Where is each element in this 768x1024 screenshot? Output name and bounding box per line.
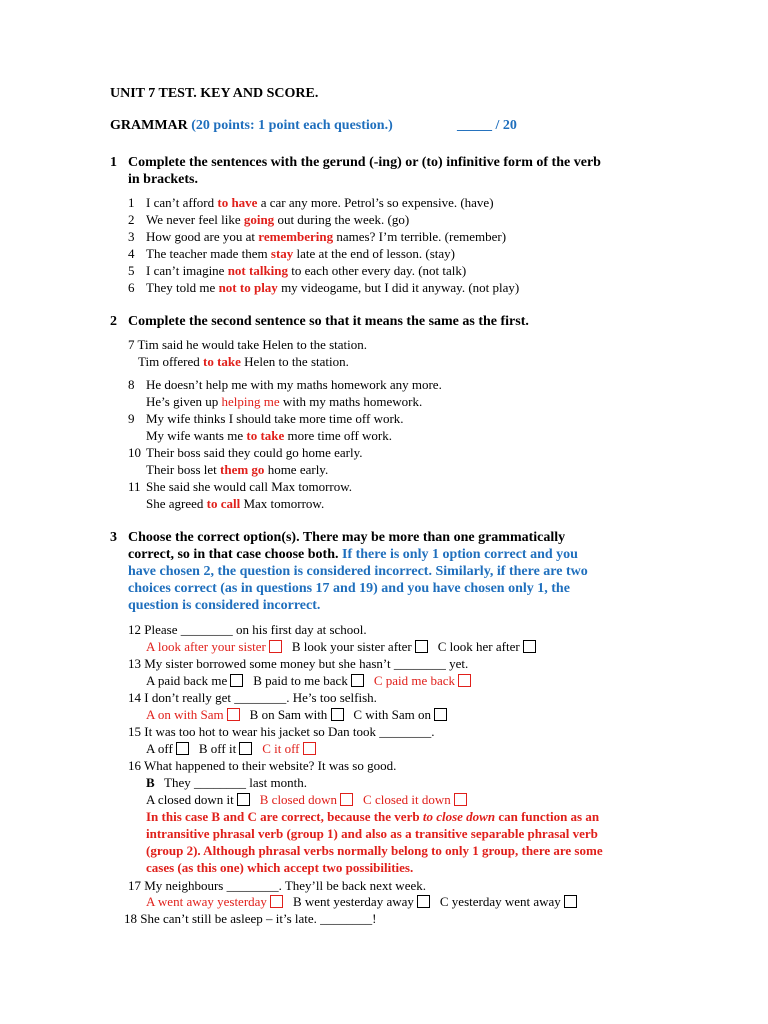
score-blank: _____ (457, 118, 492, 133)
q3-item: 3 How good are you at remembering names? I’m terrible. (remember) (128, 229, 507, 244)
checkbox[interactable] (434, 708, 447, 721)
option-a: A off (146, 741, 173, 756)
checkbox[interactable] (523, 640, 536, 653)
q14-options (146, 707, 447, 723)
answer-key: them go (220, 462, 265, 477)
q7-prompt: 7 Tim said he would take Helen to the station. (128, 337, 368, 352)
q16-note: In this case B and C are correct, because the verb to close down can function as an (146, 809, 600, 824)
checkbox[interactable] (230, 674, 243, 687)
checkbox[interactable] (564, 895, 577, 908)
checkbox[interactable] (415, 640, 428, 653)
q18-prompt: 18 She can’t still be asleep – it’s late. ________! (124, 911, 377, 926)
option-a: A went away yesterday (146, 894, 267, 909)
option-a: A look after your sister (146, 639, 266, 654)
grammar-label: GRAMMAR (110, 118, 188, 133)
answer-key: to take (203, 354, 241, 369)
section-3-rule: have chosen 2, the question is considered incorrect. Similarly, if there are two (128, 564, 588, 579)
answer-key: to have (217, 195, 258, 210)
q1-item: 1 I can’t afford to have a car any more. Petrol’s so expensive. (have) (128, 195, 494, 210)
checkbox[interactable] (351, 674, 364, 687)
checkbox[interactable] (176, 742, 189, 755)
q7-answer: Tim offered to take Helen to the station. (138, 354, 349, 369)
option-c: C paid me back (373, 673, 456, 688)
q16-note-end: cases (as this one) which accept two possibilities. (146, 860, 414, 875)
q9-prompt: 9 My wife thinks I should take more time off work. (128, 411, 404, 426)
option-a: A closed down it (146, 792, 234, 807)
q11-prompt: 11 She said she would call Max tomorrow. (128, 479, 353, 494)
answer-key: helping me (221, 394, 280, 409)
option-b: B off it (198, 741, 237, 756)
option-c: C closed it down (363, 792, 451, 807)
q5-item: 5 I can’t imagine not talking to each other every day. (not talk) (128, 263, 467, 278)
checkbox[interactable] (227, 708, 240, 721)
checkbox[interactable] (269, 640, 282, 653)
q15-options (146, 741, 316, 757)
option-c: C yesterday went away (439, 894, 561, 909)
answer-key: remembering (258, 229, 334, 244)
answer-key: going (243, 212, 275, 227)
q6-item: 6 They told me not to play my videogame, but I did it anyway. (not play) (128, 280, 520, 295)
answer-key: not to play (218, 280, 278, 295)
option-b: B paid to me back (253, 673, 348, 688)
page-title: UNIT 7 TEST. KEY AND SCORE. (110, 86, 319, 101)
q8-prompt: 8 He doesn’t help me with my maths homework any more. (128, 377, 442, 392)
score-total: / 20 (495, 118, 517, 133)
option-c: C look her after (437, 639, 520, 654)
checkbox[interactable] (331, 708, 344, 721)
option-a: A paid back me (146, 673, 228, 688)
checkbox[interactable] (454, 793, 467, 806)
option-b: B closed down (259, 792, 338, 807)
checkbox[interactable] (417, 895, 430, 908)
section-3-number: 3 (110, 530, 117, 545)
q11-answer: She agreed to call Max tomorrow. (146, 496, 325, 511)
q16-options (146, 792, 467, 808)
q2-item: 2 We never feel like going out during the week. (go) (128, 212, 410, 227)
checkbox[interactable] (270, 895, 283, 908)
grammar-header (110, 118, 393, 134)
q10-prompt: 10 Their boss said they could go home early. (128, 445, 363, 460)
q8-answer: He’s given up helping me with my maths homework. (146, 394, 423, 409)
option-c: C it off (262, 741, 300, 756)
q16-line-b: B They ________ last month. (146, 775, 307, 790)
q16-note-cont: (group 2). Although phrasal verbs normally belong to only 1 group, there are some (146, 843, 603, 858)
section-3-heading-cont: correct, so in that case choose both. If there is only 1 option correct and you (128, 547, 578, 562)
checkbox[interactable] (237, 793, 250, 806)
answer-key: stay (270, 246, 294, 261)
answer-key: to take (246, 428, 285, 443)
q14-prompt: 14 I don’t really get ________. He’s too selfish. (128, 690, 377, 705)
option-b: B look your sister after (291, 639, 412, 654)
section-1-heading-cont: in brackets. (128, 172, 198, 187)
q12-prompt: 12 Please ________ on his first day at school. (128, 622, 367, 637)
section-2-heading: Complete the second sentence so that it means the same as the first. (128, 314, 529, 329)
q10-answer: Their boss let them go home early. (146, 462, 329, 477)
section-1-number: 1 (110, 155, 117, 170)
checkbox[interactable] (340, 793, 353, 806)
checkbox[interactable] (239, 742, 252, 755)
q15-prompt: 15 It was too hot to wear his jacket so Dan took ________. (128, 724, 435, 739)
checkbox[interactable] (458, 674, 471, 687)
checkbox[interactable] (303, 742, 316, 755)
grammar-points: (20 points: 1 point each question.) (191, 118, 393, 133)
section-2-number: 2 (110, 314, 117, 329)
section-3-heading: Choose the correct option(s). There may be more than one grammatically (128, 530, 566, 545)
answer-key: not talking (227, 263, 289, 278)
section-3-rule-cont: choices correct (as in questions 17 and 19) and you have chosen only 1, the (128, 581, 570, 596)
option-b: B on Sam with (249, 707, 328, 722)
q13-options (146, 673, 471, 689)
q16-prompt: 16 What happened to their website? It was so good. (128, 758, 397, 773)
q12-options (146, 639, 536, 655)
section-3-rule-end: question is considered incorrect. (128, 598, 321, 613)
q4-item: 4 The teacher made them stay late at the end of lesson. (stay) (128, 246, 456, 261)
q13-prompt: 13 My sister borrowed some money but she hasn’t ________ yet. (128, 656, 469, 671)
q17-prompt: 17 My neighbours ________. They’ll be back next week. (128, 878, 426, 893)
option-c: C with Sam on (353, 707, 431, 722)
answer-key: to call (206, 496, 241, 511)
section-1-heading: Complete the sentences with the gerund (-ing) or (to) infinitive form of the verb (128, 155, 601, 170)
option-b: B went yesterday away (292, 894, 414, 909)
q16-note-cont: intransitive phrasal verb (group 1) and also as a transitive separable phrasal verb (146, 826, 598, 841)
q17-options (146, 894, 577, 910)
grammar-score (457, 118, 517, 134)
q9-answer: My wife wants me to take more time off work. (146, 428, 393, 443)
option-a: A on with Sam (146, 707, 224, 722)
